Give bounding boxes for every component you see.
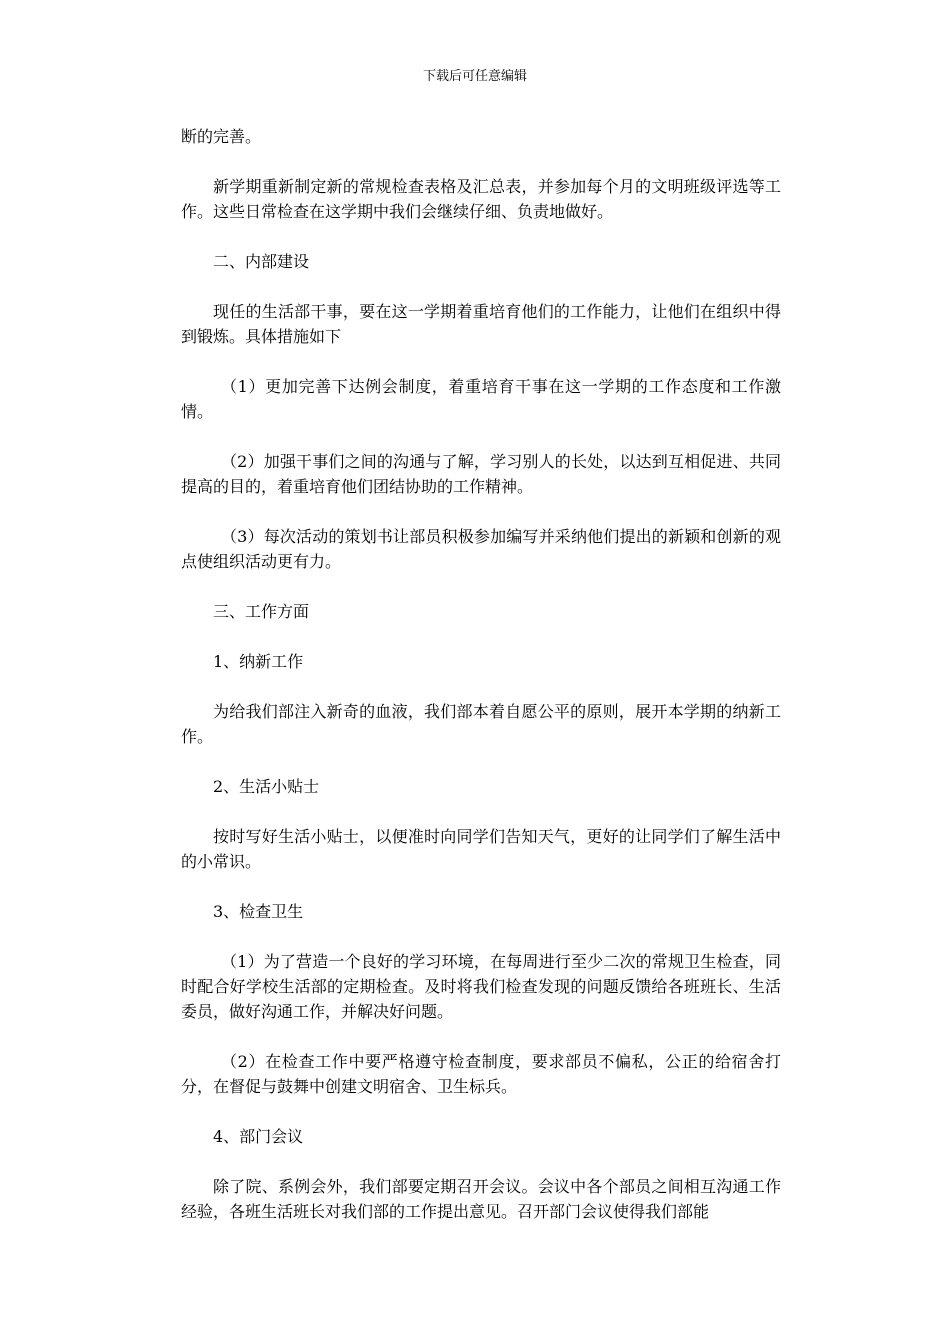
paragraph: 按时写好生活小贴士，以便准时向同学们告知天气，更好的让同学们了解生活中的小常识。 [181, 827, 781, 871]
subsection-heading: 1、纳新工作 [213, 652, 304, 671]
subsection-heading: 2、生活小贴士 [213, 777, 320, 796]
section-heading: 二、内部建设 [213, 252, 310, 271]
list-item: （1）更加完善下达例会制度，着重培育干事在这一学期的工作态度和工作激情。 [181, 377, 781, 421]
subsection-heading: 3、检查卫生 [213, 902, 304, 921]
paragraph: 新学期重新制定新的常规检查表格及汇总表，并参加每个月的文明班级评选等工作。这些日常检查在这学期中我们会继续仔细、负责地做好。 [181, 177, 781, 221]
list-item: （2）在检查工作中要严格遵守检查制度，要求部员不偏私，公正的给宿舍打分，在督促与鼓舞中创建文明宿舍、卫生标兵。 [181, 1052, 781, 1096]
paragraph: 除了院、系例会外，我们部要定期召开会议。会议中各个部员之间相互沟通工作经验，各班生活班长对我们部的工作提出意见。召开部门会议使得我们部能 [181, 1177, 781, 1221]
paragraph: 为给我们部注入新奇的血液，我们部本着自愿公平的原则，展开本学期的纳新工作。 [181, 702, 781, 746]
subsection-heading: 4、部门会议 [213, 1127, 304, 1146]
list-item: （3）每次活动的策划书让部员积极参加编写并采纳他们提出的新颖和创新的观点使组织活动更有力。 [181, 527, 781, 571]
list-item: （1）为了营造一个良好的学习环境，在每周进行至少二次的常规卫生检查，同时配合好学校生活部的定期检查。及时将我们检查发现的问题反馈给各班班长、生活委员，做好沟通工作，并解决好问题。 [181, 952, 781, 1021]
section-heading: 三、工作方面 [213, 602, 310, 621]
document-body [181, 124, 781, 1249]
list-item: （2）加强干事们之间的沟通与了解，学习别人的长处，以达到互相促进、共同提高的目的，着重培育他们团结协助的工作精神。 [181, 452, 781, 496]
paragraph: 现任的生活部干事，要在这一学期着重培育他们的工作能力，让他们在组织中得到锻炼。具体措施如下 [181, 302, 781, 346]
page-header: 下载后可任意编辑 [422, 69, 527, 84]
paragraph: 断的完善。 [181, 127, 262, 146]
